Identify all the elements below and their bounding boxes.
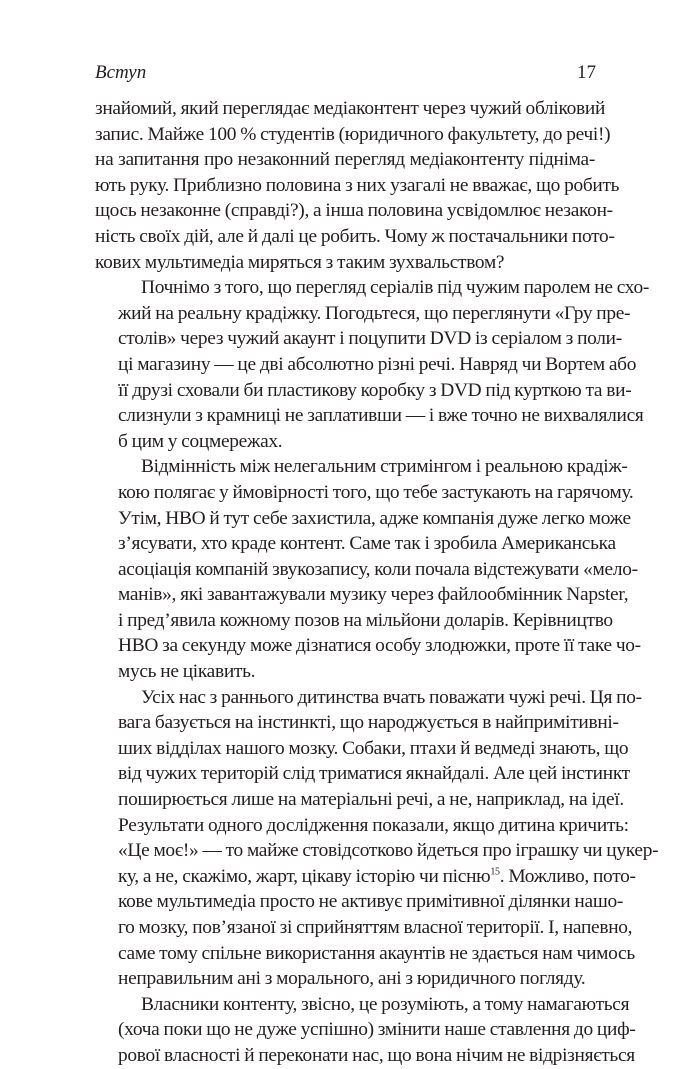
text-line: кою полягає у ймовірності того, що тебе застукають на гарячому.: [118, 481, 634, 503]
text-line: ших відділах нашого мозку. Собаки, птахи й ведмеді знають, що: [118, 737, 629, 759]
text-line: «Це моє!» — то майже стовідсотково йдеться про іграшку чи цукер-: [118, 840, 659, 862]
text-line: рової власності й переконати нас, що вона нічим не відрізняється: [118, 1044, 635, 1066]
text-line: го мозку, пов’язаної зі сприйняттям власної території. І, напевно,: [118, 917, 633, 938]
text-line: кових мультимедіа миряться з таким зухвальством?: [95, 251, 505, 273]
text-line: на запитання про незаконний перегляд медіаконтенту підніма-: [95, 149, 595, 171]
text-line: Власники контенту, звісно, це розуміють, а тому намагаються: [141, 993, 630, 1015]
text-line: вага базується на інстинкті, що народжується в найпримітивні-: [118, 712, 619, 734]
text-segment: мультимедіа просто не активує примітивної ділянки нашо-: [156, 891, 624, 913]
text-line: столів» через чужий акаунт і поцупити DVD із серіалом з поли-: [118, 328, 622, 350]
text-line: поширюється лише на матеріальні речі, а не, наприклад, на ідеї.: [118, 789, 624, 811]
text-line: ють руку. Приблизно половина з них узагалі не вважає, що робить: [95, 174, 620, 196]
text-line: [95, 889, 624, 915]
paragraph-3: [95, 454, 641, 684]
text-line: знайомий, який переглядає медіаконтент через чужий обліковий: [95, 98, 606, 119]
paragraph-4: [95, 685, 659, 992]
text-line: з’ясувати, хто краде контент. Саме так і зробила Американська: [118, 533, 616, 555]
text-line: запис. Майже 100 % студентів (юридичного факультету, до речі!): [95, 123, 611, 145]
text-line: її друзі сховали би пластикову коробку з DVD під курткою та ви-: [118, 379, 632, 401]
text-line: Усіх нас з раннього дитинства вчать поважати чужі речі. Ця по-: [141, 686, 642, 708]
text-line: Почнімо з того, що перегляд серіалів під чужим паролем не схо-: [141, 277, 649, 299]
text-line: неправильним ані з морального, ані з юридичного погляду.: [118, 968, 586, 990]
text-line: саме тому спільне використання акаунтів не здається нам чимось: [118, 942, 635, 964]
text-line-with-footnote: [95, 864, 636, 890]
text-line: (хоча поки що не дуже успішно) змінити наше ставлення до циф-: [118, 1019, 636, 1041]
text-line: Утім, HBO й тут себе захистила, адже компанія дуже легко може: [118, 507, 631, 529]
text-line: жий на реальну крадіжку. Погодьтеся, що переглянути «Гру пре-: [118, 302, 631, 324]
chapter-title: Вступ: [95, 62, 147, 83]
paragraph-2: [95, 275, 649, 454]
text-line: Відмінність між нелегальним стримінгом і реальною крадіж-: [141, 456, 628, 478]
running-header: [95, 60, 596, 86]
page-number: 17: [577, 62, 596, 83]
text-line: і пред’явила кожному позов на мільйони доларів. Керівництво: [118, 609, 613, 631]
text-line: ці магазину — це дві абсолютно різні речі. Навряд чи Вортем або: [118, 353, 637, 375]
footnote-ref: 15: [490, 866, 500, 878]
text-line: Результати одного дослідження показали, якщо дитина кричить:: [118, 814, 629, 836]
text-line: манів», які завантажували музику через файлообмінник Napster,: [118, 584, 629, 606]
text-line: асоціація компаній звукозапису, коли почала відстежувати «мело-: [118, 558, 638, 580]
text-line: мусь не цікавить.: [118, 661, 256, 683]
paragraph-5: [95, 992, 636, 1069]
text-line: щось незаконне (справді?), а інша половина усвідомлює незакон-: [95, 200, 613, 222]
text-line: слизнули з крамниці не заплативши — і вже точно не вихвалялися: [118, 405, 644, 427]
text-line: ність своїх дій, але й далі це робить. Чому ж постачальники пото-: [95, 225, 615, 247]
text-segment: ку, а не, скажімо, жарт, цікаву історію чи пісню: [118, 865, 491, 887]
text-segment: кове: [118, 891, 157, 913]
paragraph-1: [95, 96, 620, 275]
body-text: [95, 96, 659, 1069]
text-line: б цим у соцмережах.: [118, 430, 283, 452]
text-line: HBO за секунду може дізнатися особу злодюжки, проте її таке чо-: [118, 635, 641, 657]
text-line: від чужих територій слід триматися якнайдалі. Але цей інстинкт: [118, 763, 630, 785]
text-segment: . Можливо, пото-: [499, 865, 636, 887]
